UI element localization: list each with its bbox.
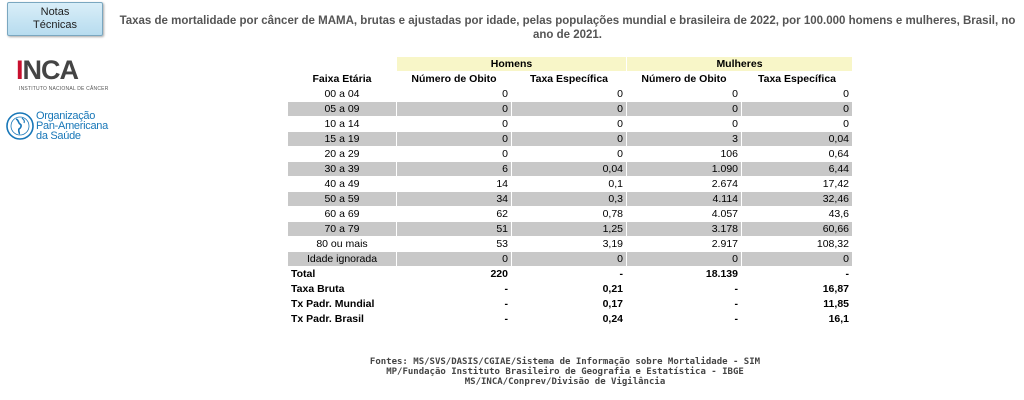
row-age: 00 a 04 (324, 88, 360, 100)
row-women-rate: 108,32 (816, 238, 849, 250)
row-women-rate: 60,66 (742, 222, 852, 236)
row-men-rate: 0 (617, 118, 623, 130)
row-women-rate: 0,04 (742, 132, 852, 146)
row-men-rate: 3,19 (602, 238, 623, 250)
notes-button-label: Notas Técnicas (32, 6, 78, 31)
row-age: 05 a 09 (288, 102, 396, 116)
opas-logo-text (36, 111, 108, 141)
row-age: 80 ou mais (316, 238, 368, 250)
row-age: 70 a 79 (288, 222, 396, 236)
row-men-rate: 0 (617, 88, 623, 100)
opas-line2: Pan-Americana (36, 120, 108, 132)
table-row (288, 222, 852, 236)
row-women-deaths: 2.917 (711, 238, 738, 250)
col-header-men-rate: Taxa Específica (529, 73, 609, 85)
summary-label: Tx Padr. Mundial (291, 298, 375, 310)
summary-row (288, 267, 852, 281)
row-men-deaths: 6 (397, 162, 511, 176)
table-summary (288, 267, 852, 326)
summary-men-deaths: - (504, 298, 508, 310)
col-header-age: Faixa Etária (312, 73, 372, 85)
summary-men-rate: 0,24 (602, 313, 623, 325)
row-women-deaths: 4.114 (627, 192, 741, 206)
col-header-women-rate: Taxa Específica (757, 73, 837, 85)
row-women-deaths: 0 (732, 118, 738, 130)
row-women-rate: 0 (742, 102, 852, 116)
row-men-rate: 1,25 (512, 222, 626, 236)
row-age: 30 a 39 (288, 162, 396, 176)
row-women-deaths: 1.090 (627, 162, 741, 176)
row-age: 10 a 14 (324, 118, 360, 130)
row-men-deaths: 0 (502, 118, 508, 130)
footer-line3: MS/INCA/Conprev/Divisão de Vigilância (464, 377, 666, 387)
row-women-rate: 6,44 (742, 162, 852, 176)
row-men-deaths: 62 (496, 208, 508, 220)
row-men-deaths: 14 (496, 178, 508, 190)
row-men-rate: 0 (512, 102, 626, 116)
sidebar (0, 0, 112, 400)
summary-row (288, 282, 852, 296)
summary-row (288, 312, 852, 326)
summary-women-rate: 16,1 (828, 313, 849, 325)
summary-women-rate: 16,87 (822, 283, 849, 295)
row-women-deaths: 3.178 (627, 222, 741, 236)
summary-women-rate: - (845, 268, 849, 280)
summary-women-deaths: - (734, 283, 738, 295)
group-header-women: Mulheres (627, 57, 852, 71)
summary-women-deaths: - (734, 298, 738, 310)
summary-men-rate: 0,21 (602, 283, 623, 295)
row-women-rate: 43,6 (828, 208, 849, 220)
table-row (288, 252, 852, 266)
opas-line3: da Saúde (36, 130, 81, 142)
row-age: 50 a 59 (288, 192, 396, 206)
row-women-deaths: 0 (627, 252, 741, 266)
summary-men-deaths: - (504, 313, 508, 325)
row-men-rate: 0,1 (608, 178, 623, 190)
table-row (288, 102, 852, 116)
summary-men-deaths: 220 (490, 268, 508, 280)
col-header-men-deaths: Número de Obito (411, 73, 497, 85)
summary-men-rate: - (619, 268, 623, 280)
row-women-deaths: 4.057 (711, 208, 738, 220)
row-men-rate: 0,04 (512, 162, 626, 176)
row-men-deaths: 0 (397, 252, 511, 266)
row-women-rate: 17,42 (822, 178, 849, 190)
table-row (288, 117, 852, 131)
row-age: 15 a 19 (288, 132, 396, 146)
row-men-rate: 0,3 (512, 192, 626, 206)
inca-logo-subtitle: INSTITUTO NACIONAL DE CÂNCER (19, 86, 109, 92)
row-men-deaths: 0 (397, 102, 511, 116)
col-header-women-deaths: Número de Obito (641, 73, 727, 85)
summary-label: Taxa Bruta (291, 283, 345, 295)
opas-logo (6, 110, 110, 146)
row-women-deaths: 2.674 (711, 178, 738, 190)
footer-line1: Fontes: MS/SVS/DASIS/CGIAE/Sistema de Informação sobre Mortalidade - SIM (369, 357, 761, 367)
row-women-rate: 0,64 (828, 148, 849, 160)
row-women-rate: 0 (843, 88, 849, 100)
row-men-deaths: 34 (397, 192, 511, 206)
mortality-table (287, 56, 853, 327)
row-men-rate: 0 (512, 132, 626, 146)
row-women-rate: 0 (843, 118, 849, 130)
summary-label: Tx Padr. Brasil (291, 313, 364, 325)
row-men-deaths: 51 (397, 222, 511, 236)
inca-logo (16, 55, 109, 99)
table-row (288, 207, 852, 221)
row-men-rate: 0,78 (602, 208, 623, 220)
opas-globe-icon (6, 112, 34, 140)
table-row (288, 177, 852, 191)
row-women-deaths: 3 (627, 132, 741, 146)
inca-logo-text: INCA (16, 55, 79, 85)
row-men-deaths: 0 (397, 132, 511, 146)
row-age: 20 a 29 (324, 148, 360, 160)
row-women-deaths: 106 (720, 148, 738, 160)
summary-women-rate: 11,85 (823, 298, 849, 310)
table-row (288, 162, 852, 176)
row-age: 40 a 49 (324, 178, 360, 190)
summary-women-deaths: 18.139 (705, 268, 738, 280)
group-header-men: Homens (397, 57, 626, 71)
summary-women-deaths: - (734, 313, 738, 325)
table-row (288, 132, 852, 146)
row-women-rate: 0 (742, 252, 852, 266)
summary-men-deaths: - (504, 283, 508, 295)
row-women-deaths: 0 (732, 88, 738, 100)
footer-line2: MP/Fundação Instituto Brasileiro de Geografia e Estatística - IBGE (386, 367, 744, 377)
summary-label: Total (291, 268, 316, 280)
table-row (288, 237, 852, 251)
opas-line1: Organização (36, 110, 96, 122)
table-row (288, 147, 852, 161)
table-row (288, 87, 852, 101)
row-women-deaths: 0 (627, 102, 741, 116)
summary-row (288, 297, 852, 311)
page-title: Taxas de mortalidade por câncer de MAMA, brutas e ajustadas por idade, pelas populações mundial e brasileira de 2022, por 100.000 homens e mulheres, Brasil, no ano de 2021. (119, 15, 1016, 41)
row-men-rate: 0 (617, 148, 623, 160)
table-row (288, 192, 852, 206)
sources-footer (285, 357, 845, 387)
row-women-rate: 32,46 (742, 192, 852, 206)
table-body (288, 87, 852, 266)
row-men-deaths: 53 (496, 238, 508, 250)
summary-men-rate: 0,17 (602, 298, 623, 310)
row-age: Idade ignorada (288, 252, 396, 266)
row-age: 60 a 69 (324, 208, 360, 220)
notes-button[interactable] (7, 2, 103, 36)
row-men-rate: 0 (512, 252, 626, 266)
row-men-deaths: 0 (502, 88, 508, 100)
row-men-deaths: 0 (502, 148, 508, 160)
